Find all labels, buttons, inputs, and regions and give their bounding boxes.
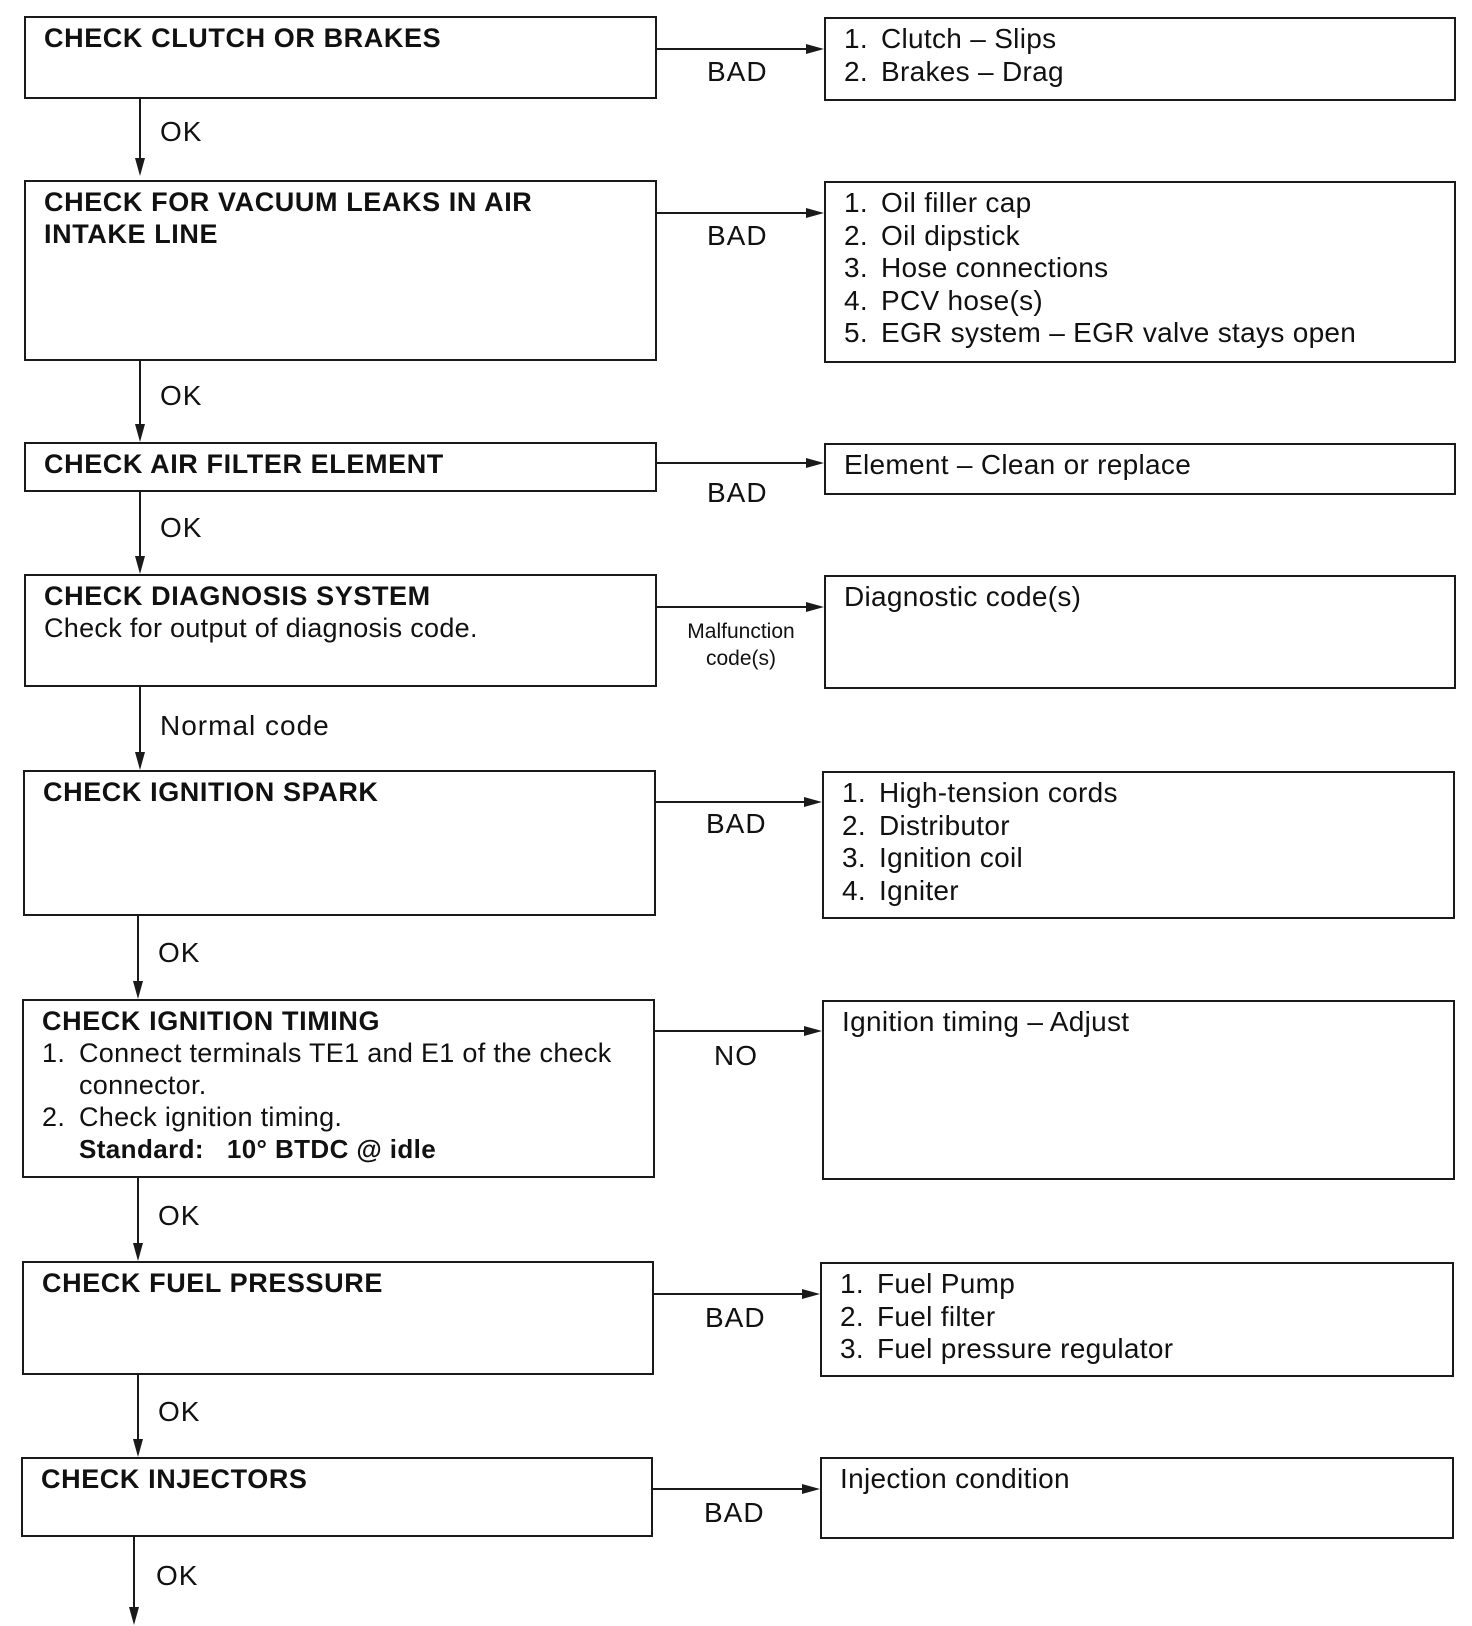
- next-label: OK: [160, 116, 203, 147]
- step-title-line: INTAKE LINE: [44, 219, 219, 249]
- next-label: OK: [156, 1560, 199, 1591]
- next-label: OK: [158, 1396, 201, 1427]
- result-text: Ignition timing – Adjust: [842, 1006, 1130, 1037]
- branch-label: NO: [714, 1040, 758, 1071]
- step-title: CHECK FUEL PRESSURE: [42, 1268, 383, 1298]
- result-item: 1. High-tension cords: [842, 777, 1118, 808]
- result-item: 2. Fuel filter: [840, 1300, 996, 1332]
- result-item: 5. EGR system – EGR valve stays open: [844, 317, 1357, 348]
- check-ignition-spark-box: [23, 770, 656, 916]
- substep-item: 2. Check ignition timing.: [42, 1102, 343, 1132]
- branch-label: BAD: [707, 56, 768, 87]
- result-item: 3. Ignition coil: [842, 842, 1023, 873]
- result-item: 3. Hose connections: [844, 252, 1109, 283]
- vacuum-leaks-result-box: [824, 181, 1456, 363]
- step-title: CHECK DIAGNOSIS SYSTEM: [44, 581, 431, 611]
- air-filter-result-box: [824, 443, 1456, 495]
- step-title: CHECK AIR FILTER ELEMENT: [44, 449, 444, 479]
- result-item: 4. PCV hose(s): [844, 284, 1044, 316]
- next-label: Normal code: [160, 710, 330, 741]
- result-text: Diagnostic code(s): [844, 581, 1082, 612]
- branch-label: BAD: [705, 1302, 766, 1333]
- ignition-spark-result-box: [822, 771, 1455, 919]
- result-item: 1. Oil filler cap: [844, 187, 1032, 218]
- diagnosis-result-box: [824, 575, 1456, 689]
- step-title: CHECK IGNITION TIMING: [42, 1006, 381, 1036]
- result-item: 2. Oil dipstick: [844, 219, 1020, 251]
- check-injectors-box: [21, 1457, 653, 1537]
- injectors-result-box: [820, 1457, 1454, 1539]
- result-item: 1. Fuel Pump: [840, 1268, 1016, 1299]
- fuel-pressure-result-box: [820, 1262, 1454, 1377]
- check-diagnosis-system-box: [24, 574, 657, 687]
- check-vacuum-leaks-box: [24, 180, 657, 361]
- result-text: Element – Clean or replace: [844, 449, 1192, 480]
- branch-label: BAD: [704, 1497, 765, 1528]
- check-clutch-or-brakes-box: [24, 16, 657, 99]
- standard-spec: Standard: 10° BTDC @ idle: [79, 1134, 437, 1164]
- ignition-timing-result-box: [822, 1000, 1455, 1180]
- next-label: OK: [158, 1200, 201, 1231]
- result-item: 1. Clutch – Slips: [844, 23, 1057, 54]
- substep-item: 1. Connect terminals TE1 and E1 of the check connector.: [42, 1038, 612, 1100]
- step-title: CHECK INJECTORS: [41, 1464, 308, 1494]
- step-title: CHECK CLUTCH OR BRAKES: [44, 23, 442, 53]
- result-item: 2. Distributor: [842, 809, 1010, 841]
- result-item: 2. Brakes – Drag: [844, 55, 1064, 87]
- result-text: Injection condition: [840, 1463, 1070, 1494]
- next-label: OK: [160, 512, 203, 543]
- branch-label: BAD: [707, 477, 768, 508]
- step-subtitle: Check for output of diagnosis code.: [44, 613, 478, 643]
- step-title: CHECK IGNITION SPARK: [43, 777, 379, 807]
- check-fuel-pressure-box: [22, 1261, 654, 1375]
- branch-label: Malfunction code(s): [687, 620, 795, 670]
- step-title-line: CHECK FOR VACUUM LEAKS IN AIR: [44, 187, 533, 217]
- branch-label: BAD: [706, 808, 767, 839]
- result-item: 3. Fuel pressure regulator: [840, 1333, 1174, 1364]
- clutch-brakes-result-box: [824, 17, 1456, 101]
- check-ignition-timing-box: [22, 999, 655, 1178]
- result-item: 4. Igniter: [842, 874, 959, 906]
- branch-label: BAD: [707, 220, 768, 251]
- check-air-filter-box: [24, 442, 657, 492]
- next-label: OK: [158, 937, 201, 968]
- next-label: OK: [160, 380, 203, 411]
